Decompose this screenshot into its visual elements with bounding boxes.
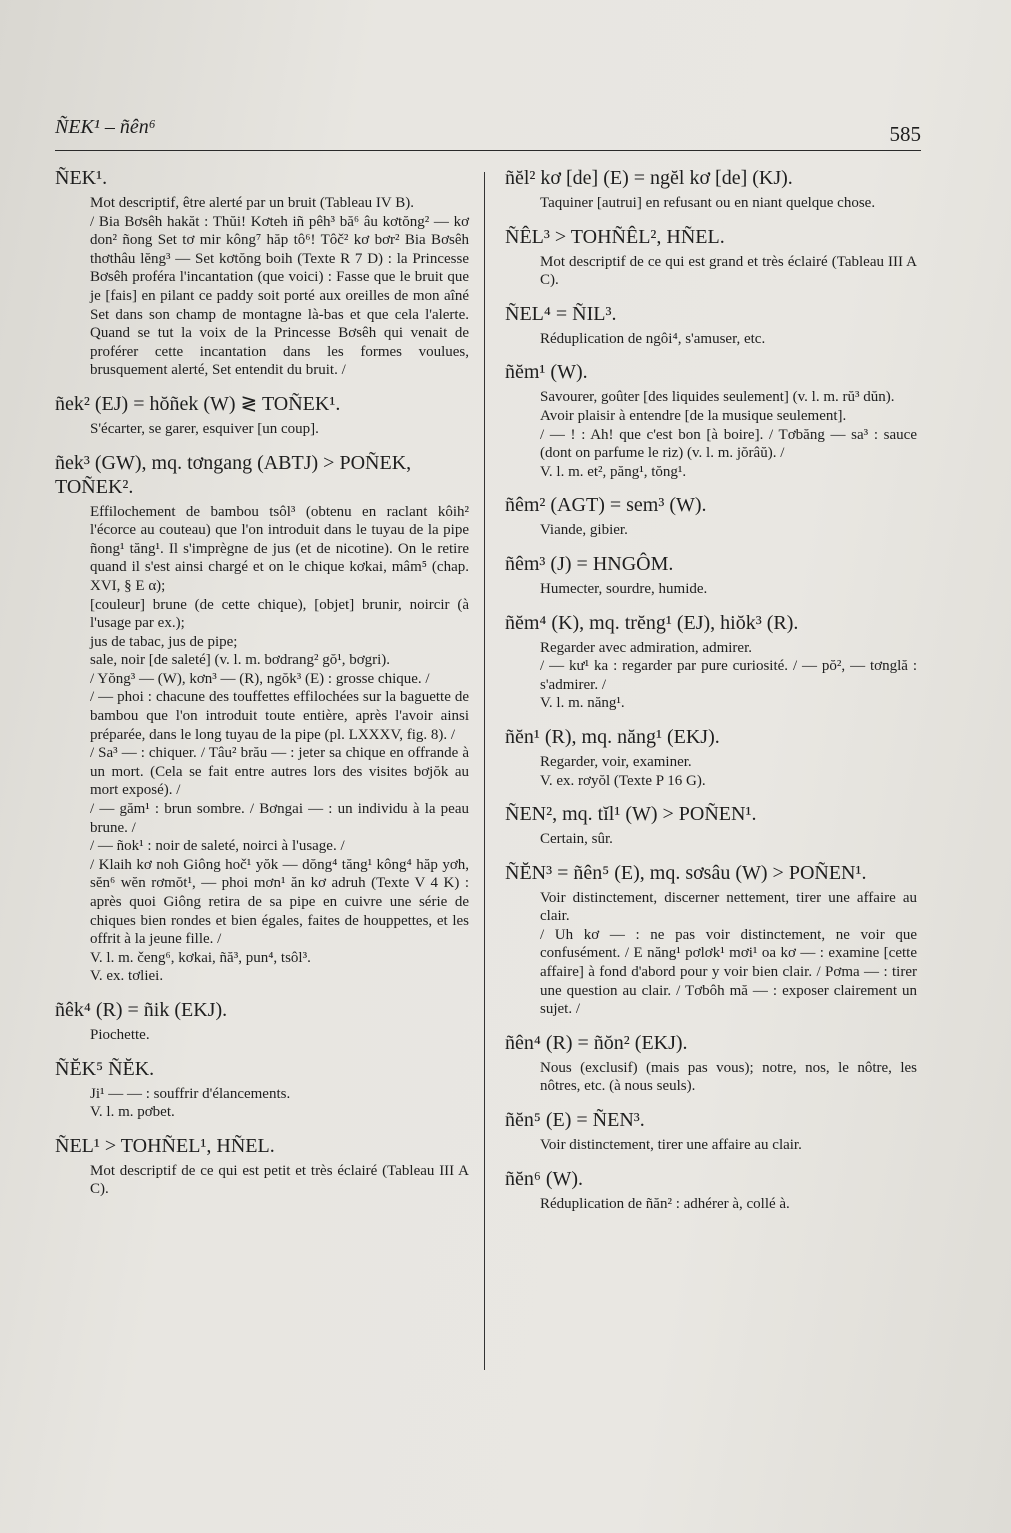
entry-definition: Certain, sûr. — [540, 831, 613, 848]
page-header — [55, 112, 921, 152]
entry-definition: Humecter, sourdre, humide. — [540, 580, 708, 597]
entry-definition: S'écarter, se garer, esquiver [un coup]. — [90, 420, 319, 437]
entry-headword: ñêm³ (J) = HNGÔM. — [505, 552, 674, 575]
entry-headword: ÑĔN³ = ñên⁵ (E), mq. sơsâu (W) > POÑEN¹. — [505, 861, 867, 884]
dictionary-entry — [505, 225, 917, 290]
entry-headword: ñĕn⁵ (E) = ÑEN³. — [505, 1109, 645, 1132]
entry-headword: ñĕm¹ (W). — [505, 361, 588, 384]
dictionary-entry — [55, 1134, 469, 1199]
dictionary-entry — [505, 302, 917, 349]
entry-definition: Regarder, voir, examiner. V. ex. rơyŏl (Texte P 16 G). — [540, 753, 706, 789]
running-head: ÑEK¹ – ñên⁶ — [55, 116, 156, 138]
dictionary-entry — [55, 392, 469, 439]
dictionary-entry — [505, 166, 917, 213]
entry-definition: Nous (exclusif) (mais pas vous); notre, nos, le nôtre, les nôtres, etc. (à nous seuls). — [540, 1059, 917, 1095]
dictionary-entry — [505, 552, 917, 599]
dictionary-entry — [505, 725, 917, 790]
page-number: 585 — [889, 122, 921, 146]
entry-definition: Voir distinctement, discerner nettement, tirer une affaire au clair. / Uh kơ — : ne pas voir distinctement, ne voir que confusément. / E năng¹ pơlơk¹ mơi¹ oa kơ — : examine [cette affaire] à fond d'abord pour y voir bien clair. / Pơma — : tirer une question au clair. / Tơbôh mă — : exposer clairement un sujet. / — [540, 889, 917, 1018]
entry-definition: Piochette. — [90, 1026, 150, 1043]
dictionary-entry — [55, 166, 469, 380]
right-column — [505, 166, 917, 1225]
entry-headword: ñĕl² kơ [de] (E) = ngĕl kơ [de] (KJ). — [505, 167, 793, 189]
entry-headword: ñêm² (AGT) = sem³ (W). — [505, 494, 707, 517]
dictionary-entry — [505, 1167, 917, 1214]
dictionary-entry — [505, 611, 917, 713]
entry-headword: ñek² (EJ) = hŏñek (W) ≷ TOÑEK¹. — [55, 392, 341, 415]
entry-headword: ñĕn¹ (R), mq. năng¹ (EKJ). — [505, 725, 720, 748]
dictionary-entry — [55, 1057, 469, 1122]
dictionary-entry — [505, 861, 917, 1019]
entry-definition: Mot descriptif de ce qui est grand et très éclairé (Tableau III A C). — [540, 253, 917, 289]
entry-definition: Effilochement de bambou tsôl³ (obtenu en raclant kôih² l'écorce au couteau) que l'on introduit dans le tuyau de la pipe ñong¹ tăng¹. Il s'imprègne de jus (et de nicotine). On le retire quand il s'est ainsi chargé et on le chique kơkai, mâm⁵ (chap. XVI, § E α); [couleur] brune (de cette chique), [objet] brunir, noircir (à l'usage par ex.); jus de tabac, jus de pipe; sale, noir [de saleté] (v. l. m. bơdrang² gŏ¹, bơgri). / Yŏng³ — (W), kơn³ — (R), ngŏk³ (E) : grosse chique. / / — phoi : chacune des touffettes effilochées sur la baguette de bambou que l'on introduit toute entière, après l'avoir ainsi préparée, dans le long tuyau de la pipe (pl. LXXXV, fig. 8). / / Sa³ — : chiquer. / Tâu² brău — : jeter sa chique en offrande à un mort. (Cela se fait entre autres lors des visites bơjŏk au mort exposé). / / — găm¹ : brun sombre. / Bơngai — : un individu à la peau brune. / / — ñok¹ : noir de saleté, noirci à l'usage. / / Klaih kơ noh Giông hoč¹ yŏk — dŏng⁴ tăng¹ kông⁴ hăp yơh, sĕn⁶ wĕn rơmŏt¹, — phoi mơn¹ ăn kơ adruh (Texte V 4 K) : après quoi Giông retira de sa pipe en cuivre une série de chiques bien rondes et bien égales, faites de houppettes, et les offrit à la jeune fille. / V. l. m. čeng⁶, kơkai, ñă³, pun⁴, tsôl³. V. ex. tơliei. — [90, 503, 469, 985]
entry-headword: ÑEN², mq. tĭl¹ (W) > POÑEN¹. — [505, 803, 757, 826]
dictionary-entry — [505, 802, 917, 849]
entry-headword: ÑÊL³ > TOHÑÊL², HÑEL. — [505, 225, 725, 248]
entry-definition: Mot descriptif de ce qui est petit et très éclairé (Tableau III A C). — [90, 1162, 469, 1198]
dictionary-entry — [55, 451, 469, 986]
header-rule — [55, 150, 921, 151]
entry-definition: Mot descriptif, être alerté par un bruit (Tableau IV B). / Bia Bơsêh hakăt : Thŭi! Kơteh iñ pêh³ bă⁶ âu kơtŏng² — kơ don² ñong Set tơ mir kông⁷ hăp tô⁶! Tôč² kơ bơr² Bia Bơsêh thơthâu lĕng³ — Set kơtŏng boih (Texte R 7 D) : la Princesse Bơsêh proféra l'incantation (que voici) : Fasse que le bruit que je [fais] en pilant ce paddy soit porté aux oreilles de mon aîné Set dans son champ de montagne là-bas et que cela l'alerte. Quand se tut la voix de la Princesse Bơsêh qui venait de proférer cette incantation dans les formes voulues, brusquement alerté, Set entendit du bruit. / — [90, 195, 469, 379]
entry-definition: Voir distinctement, tirer une affaire au clair. — [540, 1137, 802, 1154]
left-column — [55, 166, 469, 1211]
entry-definition: Savourer, goûter [des liquides seulement] (v. l. m. rŭ³ dŭn). Avoir plaisir à entendre [de la musique seulement]. / — ! : Ah! que c'est bon [à boire]. / Tơbăng — sa³ : sauce (dont on parfume le riz) (v. l. m. jŏrâŭ). / V. l. m. et², păng¹, tŏng¹. — [540, 389, 917, 480]
entry-headword: ñĕm⁴ (K), mq. trĕng¹ (EJ), hiŏk³ (R). — [505, 611, 799, 634]
entry-definition: Réduplication de ñăn² : adhérer à, collé à. — [540, 1195, 790, 1212]
entry-definition: Viande, gibier. — [540, 522, 628, 539]
dictionary-entry — [505, 360, 917, 481]
entry-headword: ñek³ (GW), mq. tơngang (ABTJ) > POÑEK, TOÑEK². — [55, 451, 412, 498]
column-divider — [484, 172, 485, 1370]
dictionary-entry — [505, 1031, 917, 1096]
entry-headword: ñên⁴ (R) = ñŏn² (EKJ). — [505, 1031, 688, 1054]
entry-headword: ñêk⁴ (R) = ñik (EKJ). — [55, 998, 228, 1021]
entry-headword: ÑĔK⁵ ÑĔK. — [55, 1057, 155, 1080]
dictionary-entry — [55, 998, 469, 1045]
entry-headword: ÑEL¹ > TOHÑEL¹, HÑEL. — [55, 1134, 275, 1157]
entry-headword: ÑEL⁴ = ÑIL³. — [505, 302, 617, 325]
entry-definition: Ji¹ — — : souffrir d'élancements. V. l. m. pơbet. — [90, 1085, 291, 1121]
dictionary-entry — [505, 1108, 917, 1155]
entry-definition: Taquiner [autrui] en refusant ou en niant quelque chose. — [540, 195, 876, 211]
dictionary-entry — [505, 493, 917, 540]
entry-headword: ÑEK¹. — [55, 167, 108, 189]
entry-definition: Réduplication de ngôi⁴, s'amuser, etc. — [540, 330, 766, 347]
entry-definition: Regarder avec admiration, admirer. / — kư¹ ka : regarder par pure curiosité. / — pŏ², — tơnglă : s'admirer. / V. l. m. năng¹. — [540, 639, 917, 712]
entry-headword: ñĕn⁶ (W). — [505, 1167, 584, 1190]
